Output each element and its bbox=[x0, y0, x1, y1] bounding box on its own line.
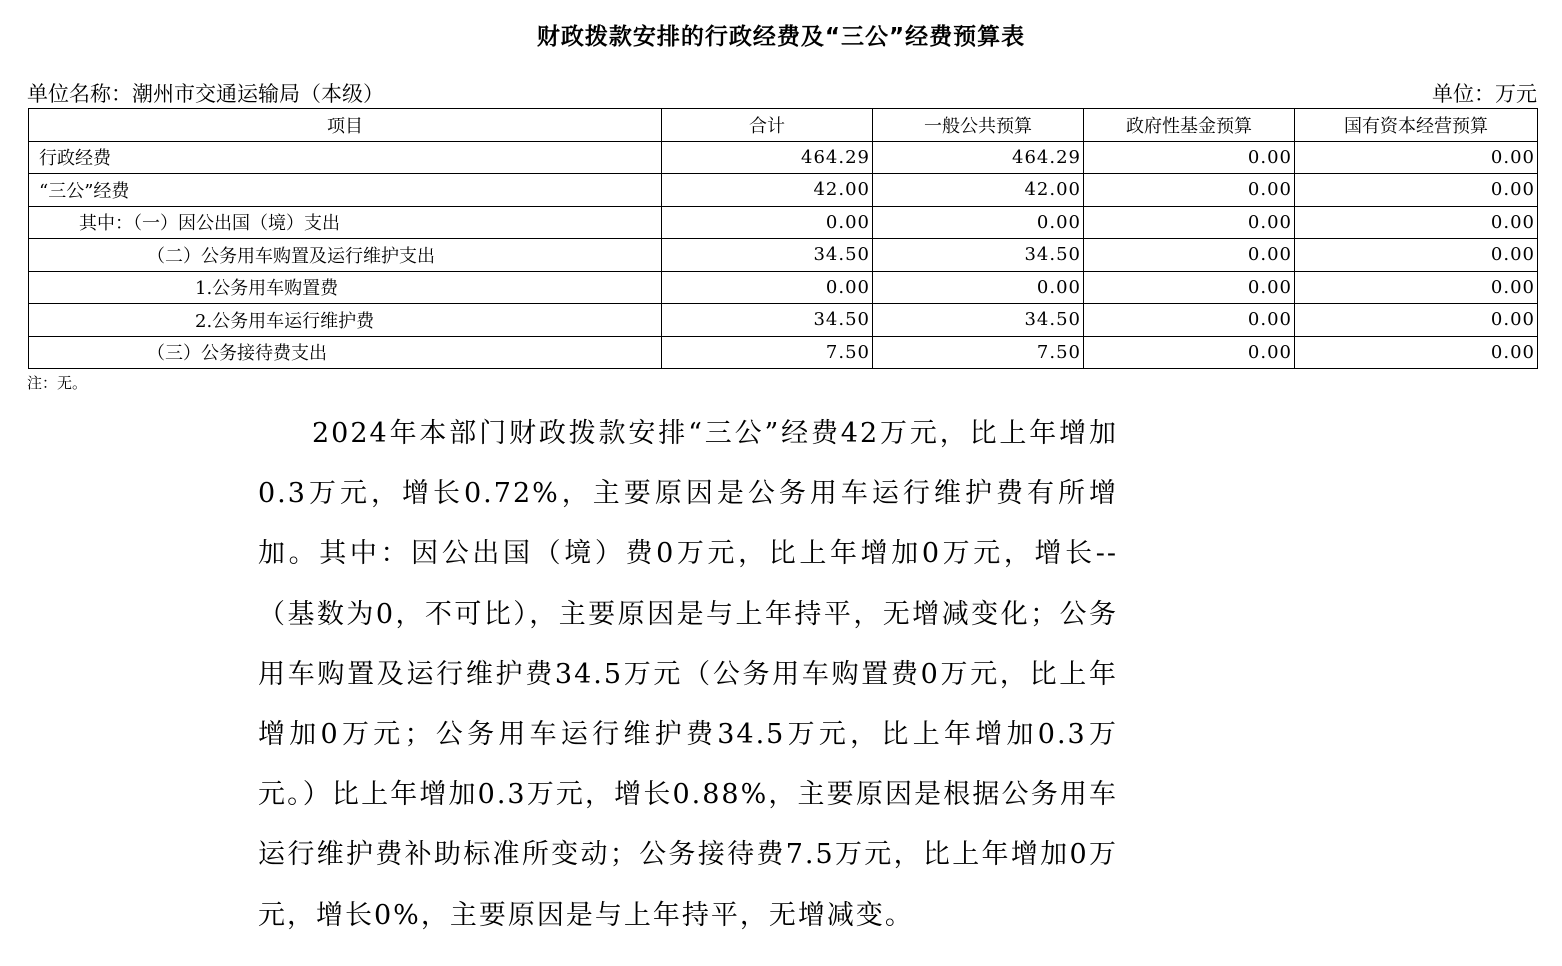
row-total: 7.50 bbox=[662, 336, 873, 369]
row-total: 42.00 bbox=[662, 174, 873, 207]
budget-table bbox=[28, 108, 1538, 369]
header-item: 项目 bbox=[29, 109, 662, 142]
table-note: 注：无。 bbox=[27, 374, 88, 392]
table-row bbox=[29, 174, 1538, 207]
row-state-capital-budget: 0.00 bbox=[1295, 206, 1538, 239]
row-total: 0.00 bbox=[662, 271, 873, 304]
table-row bbox=[29, 206, 1538, 239]
row-fund-budget: 0.00 bbox=[1084, 206, 1295, 239]
row-general-budget: 34.50 bbox=[873, 304, 1084, 337]
row-fund-budget: 0.00 bbox=[1084, 304, 1295, 337]
row-state-capital-budget: 0.00 bbox=[1295, 174, 1538, 207]
row-state-capital-budget: 0.00 bbox=[1295, 141, 1538, 174]
table-row bbox=[29, 141, 1538, 174]
header-total: 合计 bbox=[662, 109, 873, 142]
table-row bbox=[29, 336, 1538, 369]
row-state-capital-budget: 0.00 bbox=[1295, 271, 1538, 304]
table-row bbox=[29, 239, 1538, 272]
unit-line bbox=[27, 78, 1537, 106]
row-total: 34.50 bbox=[662, 239, 873, 272]
row-fund-budget: 0.00 bbox=[1084, 336, 1295, 369]
table-title: 财政拨款安排的行政经费及“三公”经费预算表 bbox=[536, 24, 1026, 50]
header-general-budget: 一般公共预算 bbox=[873, 109, 1084, 142]
row-item: 2.公务用车运行维护费 bbox=[29, 304, 662, 337]
row-fund-budget: 0.00 bbox=[1084, 271, 1295, 304]
row-fund-budget: 0.00 bbox=[1084, 141, 1295, 174]
row-general-budget: 464.29 bbox=[873, 141, 1084, 174]
row-item: 其中：（一）因公出国（境）支出 bbox=[29, 206, 662, 239]
table-row bbox=[29, 304, 1538, 337]
row-total: 464.29 bbox=[662, 141, 873, 174]
row-item: （三）公务接待费支出 bbox=[29, 336, 662, 369]
row-general-budget: 34.50 bbox=[873, 239, 1084, 272]
unit-name: 单位名称：潮州市交通运输局（本级） bbox=[27, 82, 384, 106]
row-fund-budget: 0.00 bbox=[1084, 174, 1295, 207]
row-general-budget: 0.00 bbox=[873, 206, 1084, 239]
row-state-capital-budget: 0.00 bbox=[1295, 336, 1538, 369]
row-state-capital-budget: 0.00 bbox=[1295, 239, 1538, 272]
explanation-paragraph: 2024年本部门财政拨款安排“三公”经费42万元，比上年增加0.3万元，增长0.72%，主要原因是公务用车运行维护费有所增加。其中：因公出国（境）费0万元，比上年增加0万元，增长--（基数为0，不可比），主要原因是与上年持平，无增减变化；公务用车购置及运行维护费34.5万元（公务用车购置费0万元，比上年增加0万元；公务用车运行维护费34.5万元，比上年增加0.3万元。）比上年增加0.3万元，增长0.88%，主要原因是根据公务用车运行维护费补助标准所变动；公务接待费7.5万元，比上年增加0万元，增长0%，主要原因是与上年持平，无增减变。 bbox=[258, 418, 1118, 931]
table-row bbox=[29, 271, 1538, 304]
row-general-budget: 0.00 bbox=[873, 271, 1084, 304]
row-general-budget: 7.50 bbox=[873, 336, 1084, 369]
header-fund-budget: 政府性基金预算 bbox=[1084, 109, 1295, 142]
row-fund-budget: 0.00 bbox=[1084, 239, 1295, 272]
row-item: “三公”经费 bbox=[29, 174, 662, 207]
row-total: 34.50 bbox=[662, 304, 873, 337]
unit-label: 单位：万元 bbox=[1432, 82, 1537, 106]
row-state-capital-budget: 0.00 bbox=[1295, 304, 1538, 337]
row-item: 行政经费 bbox=[29, 141, 662, 174]
row-total: 0.00 bbox=[662, 206, 873, 239]
header-state-capital-budget: 国有资本经营预算 bbox=[1295, 109, 1538, 142]
row-item: 1.公务用车购置费 bbox=[29, 271, 662, 304]
row-item: （二）公务用车购置及运行维护支出 bbox=[29, 239, 662, 272]
row-general-budget: 42.00 bbox=[873, 174, 1084, 207]
table-header-row bbox=[29, 109, 1538, 142]
